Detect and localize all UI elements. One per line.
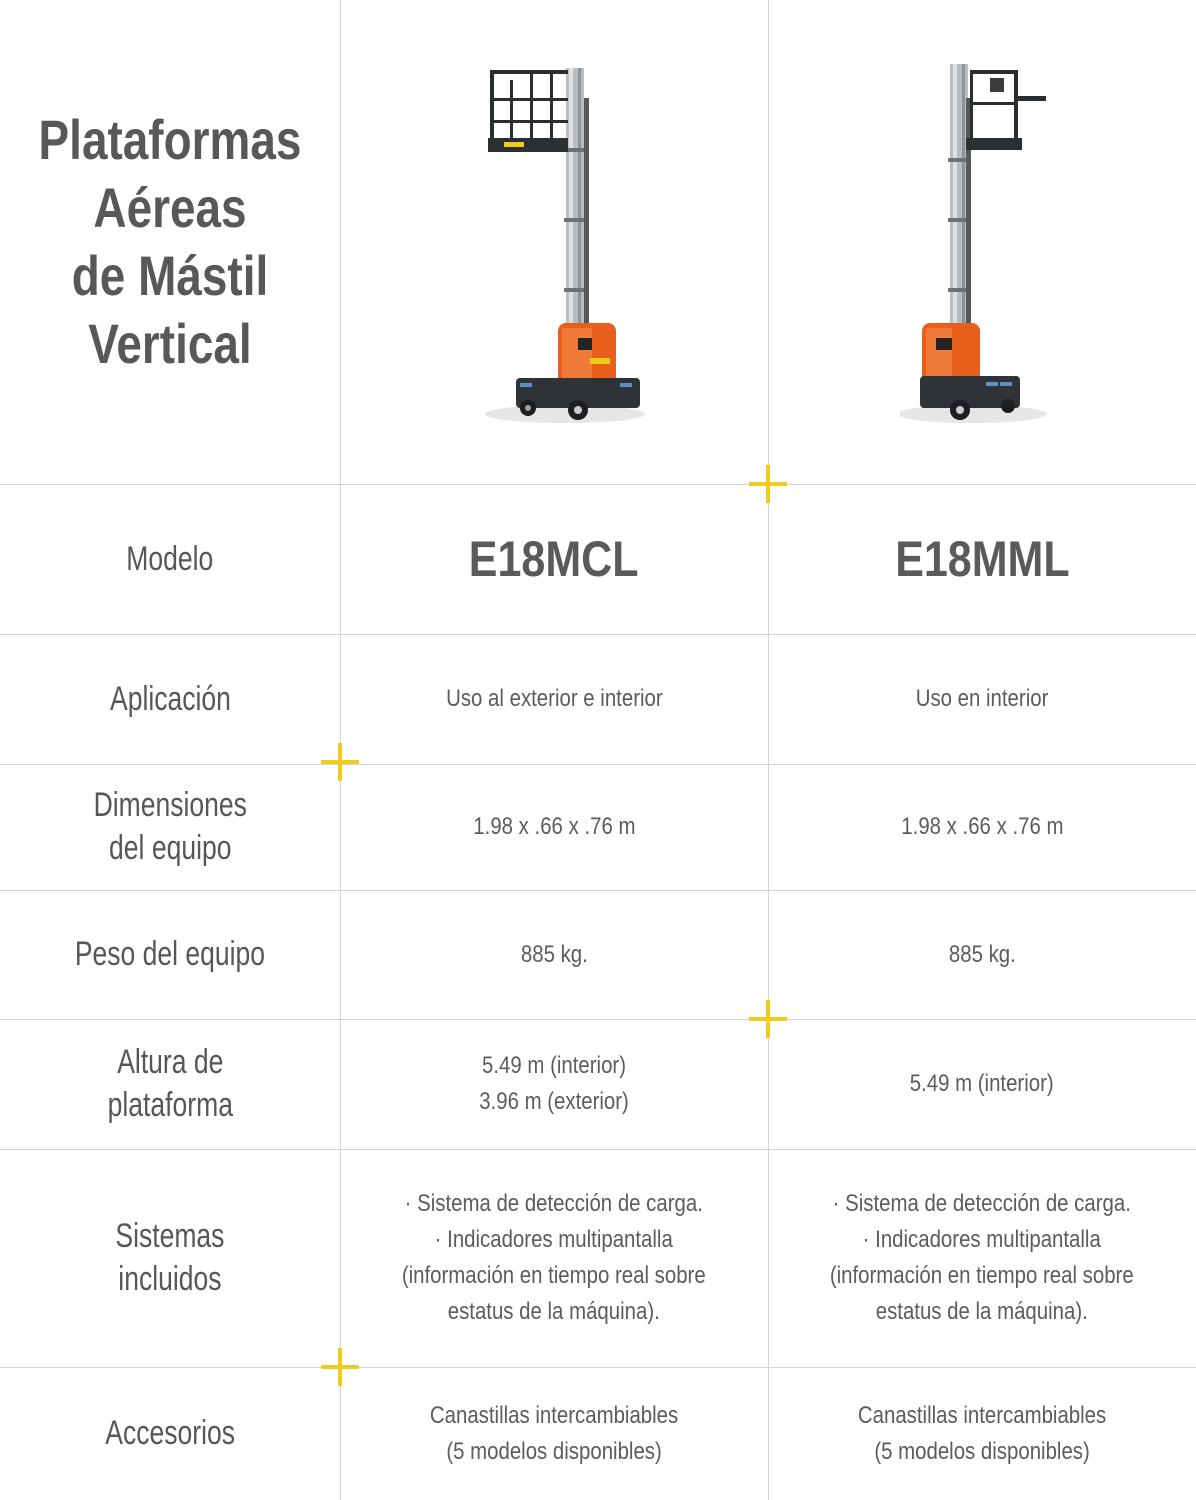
value-text: Uso en interior: [915, 685, 1049, 712]
value-text: 1.98 x .66 x .76 m: [472, 813, 636, 840]
row-label-text: Dimensiones del equipo: [93, 786, 247, 867]
value-altura-e18mml: [768, 1019, 1196, 1149]
row-label-text: Accesorios: [105, 1414, 235, 1452]
row-label-text: Aplicación: [109, 679, 231, 718]
row-label-aplicacion: [0, 634, 340, 764]
row-label-dimensiones: [0, 764, 340, 890]
value-altura-e18mcl: [340, 1019, 768, 1149]
value-text: Canastillas intercambiables (5 modelos disponibles): [429, 1401, 679, 1465]
row-label-accesorios: [0, 1367, 340, 1500]
title-line: Plataformas: [38, 108, 302, 171]
title-line: Vertical: [88, 312, 252, 375]
row-label-modelo: [0, 484, 340, 634]
title-line: de Mástil: [71, 244, 269, 307]
product-image-e18mcl: [470, 58, 660, 428]
value-sistemas-e18mml: [768, 1149, 1196, 1367]
model-name-e18mml: [768, 484, 1196, 634]
page-title: [31, 0, 310, 484]
value-sistemas-e18mcl: [340, 1149, 768, 1367]
model-name-text: E18MCL: [469, 531, 639, 587]
value-text: 885 kg.: [520, 940, 588, 968]
value-text: · Sistema de detección de carga. · Indicadores multipantalla (información en tiempo real sobre estatus de la máquina).: [830, 1190, 1134, 1325]
value-accesorios-e18mcl: [340, 1367, 768, 1500]
row-label-text: Altura de plataforma: [107, 1043, 233, 1124]
value-aplicacion-e18mcl: [340, 634, 768, 764]
model-name-e18mcl: [340, 484, 768, 634]
row-label-text: Peso del equipo: [74, 935, 266, 973]
row-label-sistemas: [0, 1149, 340, 1367]
value-text: 5.49 m (interior): [910, 1070, 1054, 1097]
row-label-text: Modelo: [126, 539, 214, 578]
value-text: Uso al exterior e interior: [445, 685, 663, 712]
value-text: · Sistema de detección de carga. · Indicadores multipantalla (información en tiempo real sobre estatus de la máquina).: [402, 1190, 706, 1325]
value-dimensiones-e18mml: [768, 764, 1196, 890]
row-label-altura: [0, 1019, 340, 1149]
product-image-e18mml: [900, 58, 1070, 428]
value-peso-e18mml: [768, 890, 1196, 1019]
value-aplicacion-e18mml: [768, 634, 1196, 764]
value-accesorios-e18mml: [768, 1367, 1196, 1500]
value-text: 885 kg.: [948, 940, 1016, 968]
value-peso-e18mcl: [340, 890, 768, 1019]
row-label-text: Sistemas incluidos: [115, 1217, 225, 1298]
title-line: Aéreas: [93, 176, 247, 239]
value-text: 1.98 x .66 x .76 m: [900, 813, 1064, 840]
value-dimensiones-e18mcl: [340, 764, 768, 890]
value-text: Canastillas intercambiables (5 modelos disponibles): [857, 1401, 1107, 1465]
value-text: 5.49 m (interior) 3.96 m (exterior): [479, 1052, 629, 1115]
model-name-text: E18MML: [894, 531, 1070, 587]
row-label-peso: [0, 890, 340, 1019]
